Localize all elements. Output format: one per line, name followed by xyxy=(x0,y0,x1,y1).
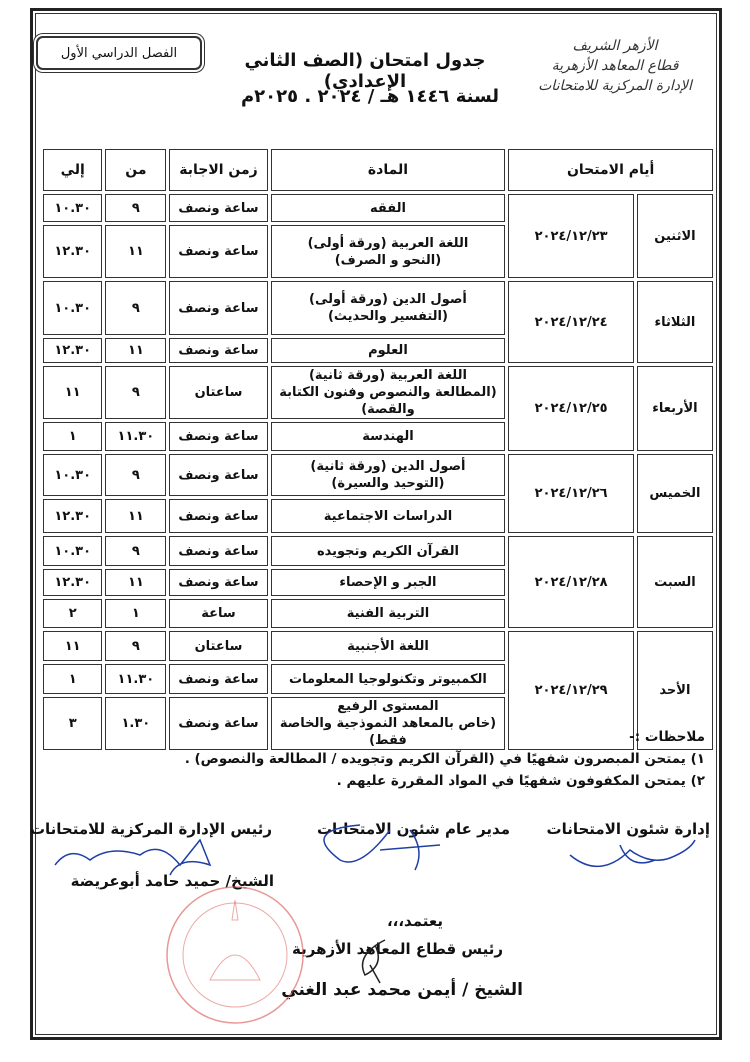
exam-duration: ساعة ونصف xyxy=(169,338,267,363)
exam-day: الأحد xyxy=(637,631,713,750)
exam-subject: التربية الفنية xyxy=(271,599,506,628)
exam-subject: أصول الدين (ورقة أولى) (التفسير والحديث) xyxy=(271,281,506,335)
exam-to: ١٢.٣٠ xyxy=(43,338,102,363)
header-duration: زمن الاجابة xyxy=(169,149,267,191)
exam-from: ١١ xyxy=(105,225,166,278)
exam-from: ١١.٣٠ xyxy=(105,422,166,451)
exam-subject: الدراسات الاجتماعية xyxy=(271,499,506,533)
signature-mark xyxy=(50,835,230,885)
exam-to: ١٢.٣٠ xyxy=(43,569,102,596)
table-header-row xyxy=(43,149,713,191)
exam-to: ١٠.٣٠ xyxy=(43,281,102,335)
exam-duration: ساعة ونصف xyxy=(169,422,267,451)
table-row xyxy=(43,631,713,661)
exam-duration: ساعة ونصف xyxy=(169,697,267,750)
official-stamp xyxy=(160,880,310,1030)
central-head-name: الشيخ/ حميد حامد أبوعريضة xyxy=(70,872,274,890)
exam-day: الخميس xyxy=(637,454,713,533)
exam-from: ٩ xyxy=(105,281,166,335)
exam-duration: ساعة xyxy=(169,599,267,628)
exam-to: ٣ xyxy=(43,697,102,750)
exam-subject: القرآن الكريم وتجويده xyxy=(271,536,506,566)
exam-to: ٢ xyxy=(43,599,102,628)
exam-from: ١١ xyxy=(105,499,166,533)
exam-subject: العلوم xyxy=(271,338,506,363)
exam-to: ١ xyxy=(43,422,102,451)
azhar-logo xyxy=(520,36,710,96)
header-days: أيام الامتحان xyxy=(508,149,713,191)
logo-line: الأزهر الشريف xyxy=(572,38,658,54)
exam-from: ٩ xyxy=(105,536,166,566)
signature-mark xyxy=(300,820,450,880)
exam-to: ١٠.٣٠ xyxy=(43,454,102,496)
signature-central-head: رئيس الإدارة المركزية للامتحانات xyxy=(29,820,272,838)
table-row xyxy=(43,194,713,222)
term-badge: الفصل الدراسي الأول xyxy=(36,36,202,70)
exam-date: ٢٠٢٤/١٢/٢٦ xyxy=(508,454,634,533)
exam-day: الاثنين xyxy=(637,194,713,278)
exam-to: ١٠.٣٠ xyxy=(43,194,102,222)
exam-subject: اللغة الأجنبية xyxy=(271,631,506,661)
exam-from: ١١ xyxy=(105,569,166,596)
logo-line: الإدارة المركزية للامتحانات xyxy=(538,78,692,94)
exam-to: ١١ xyxy=(43,366,102,419)
exam-duration: ساعة ونصف xyxy=(169,194,267,222)
table-row xyxy=(43,281,713,335)
signature-exams-affairs: إدارة شئون الامتحانات xyxy=(546,820,710,838)
page-title: جدول امتحان (الصف الثاني الإعدادي) xyxy=(244,50,486,92)
notes-section xyxy=(185,726,705,792)
exam-duration: ساعة ونصف xyxy=(169,225,267,278)
exam-from: ٩ xyxy=(105,454,166,496)
exam-from: ١١ xyxy=(105,338,166,363)
exam-duration: ساعة ونصف xyxy=(169,664,267,694)
logo-line: قطاع المعاهد الأزهرية xyxy=(551,58,679,74)
exam-day: الثلاثاء xyxy=(637,281,713,363)
exam-from: ١.٣٠ xyxy=(105,697,166,750)
exam-subject: اللغة العربية (ورقة ثانية) (المطالعة والنصوص وفنون الكتابة والقصة) xyxy=(271,366,506,419)
exam-from: ٩ xyxy=(105,366,166,419)
exam-date: ٢٠٢٤/١٢/٢٩ xyxy=(508,631,634,750)
exam-date: ٢٠٢٤/١٢/٢٤ xyxy=(508,281,634,363)
exam-subject: الجبر و الإحصاء xyxy=(271,569,506,596)
notes-title: ملاحظات :- xyxy=(629,729,705,745)
exam-duration: ساعة ونصف xyxy=(169,499,267,533)
exam-date: ٢٠٢٤/١٢/٢٥ xyxy=(508,366,634,451)
sector-head-name: الشيخ / أيمن محمد عبد الغني xyxy=(281,980,523,1000)
exam-subject: الكمبيوتر وتكنولوجيا المعلومات xyxy=(271,664,506,694)
academic-year: لسنة ١٤٤٦ هـ / ٢٠٢٤ . ٢٠٢٥م xyxy=(240,86,500,107)
exam-to: ١١ xyxy=(43,631,102,661)
note-item: ٢) يمتحن المكفوفون شفهيًا في المواد المقررة عليهم . xyxy=(336,773,705,789)
table-row xyxy=(43,454,713,496)
exam-subject: المستوى الرفيع (خاص بالمعاهد النموذجية والخاصة فقط) xyxy=(271,697,506,750)
exam-from: ١ xyxy=(105,599,166,628)
exam-to: ١٢.٣٠ xyxy=(43,225,102,278)
exam-subject: أصول الدين (ورقة ثانية) (التوحيد والسيرة) xyxy=(271,454,506,496)
exam-day: السبت xyxy=(637,536,713,628)
exam-subject: الفقه xyxy=(271,194,506,222)
sector-head-title: رئيس قطاع المعاهد الأزهرية xyxy=(292,940,503,958)
exam-to: ١٠.٣٠ xyxy=(43,536,102,566)
exam-duration: ساعتان xyxy=(169,366,267,419)
exam-from: ١١.٣٠ xyxy=(105,664,166,694)
exam-duration: ساعة ونصف xyxy=(169,454,267,496)
exam-duration: ساعة ونصف xyxy=(169,281,267,335)
exam-duration: ساعتان xyxy=(169,631,267,661)
exam-subject: الهندسة xyxy=(271,422,506,451)
exam-date: ٢٠٢٤/١٢/٢٨ xyxy=(508,536,634,628)
exam-from: ٩ xyxy=(105,631,166,661)
exam-to: ١٢.٣٠ xyxy=(43,499,102,533)
signature-general-manager: مدير عام شئون الامتحانات xyxy=(316,820,510,838)
exam-from: ٩ xyxy=(105,194,166,222)
exam-schedule-table xyxy=(40,146,716,753)
exam-date: ٢٠٢٤/١٢/٢٣ xyxy=(508,194,634,278)
exam-duration: ساعة ونصف xyxy=(169,569,267,596)
exam-to: ١ xyxy=(43,664,102,694)
table-row xyxy=(43,366,713,419)
signature-mark xyxy=(345,935,405,985)
signature-mark xyxy=(560,830,710,880)
approval-label: يعتمد،،، xyxy=(386,912,443,930)
exam-day: الأربعاء xyxy=(637,366,713,451)
exam-duration: ساعة ونصف xyxy=(169,536,267,566)
header-to: إلي xyxy=(43,149,102,191)
note-item: ١) يمتحن المبصرون شفهيًا في (القرآن الكريم وتجويده / المطالعة والنصوص) . xyxy=(184,751,705,767)
header-from: من xyxy=(105,149,166,191)
exam-subject: اللغة العربية (ورقة أولى) (النحو و الصرف) xyxy=(271,225,506,278)
header-subject: المادة xyxy=(271,149,506,191)
table-row xyxy=(43,536,713,566)
